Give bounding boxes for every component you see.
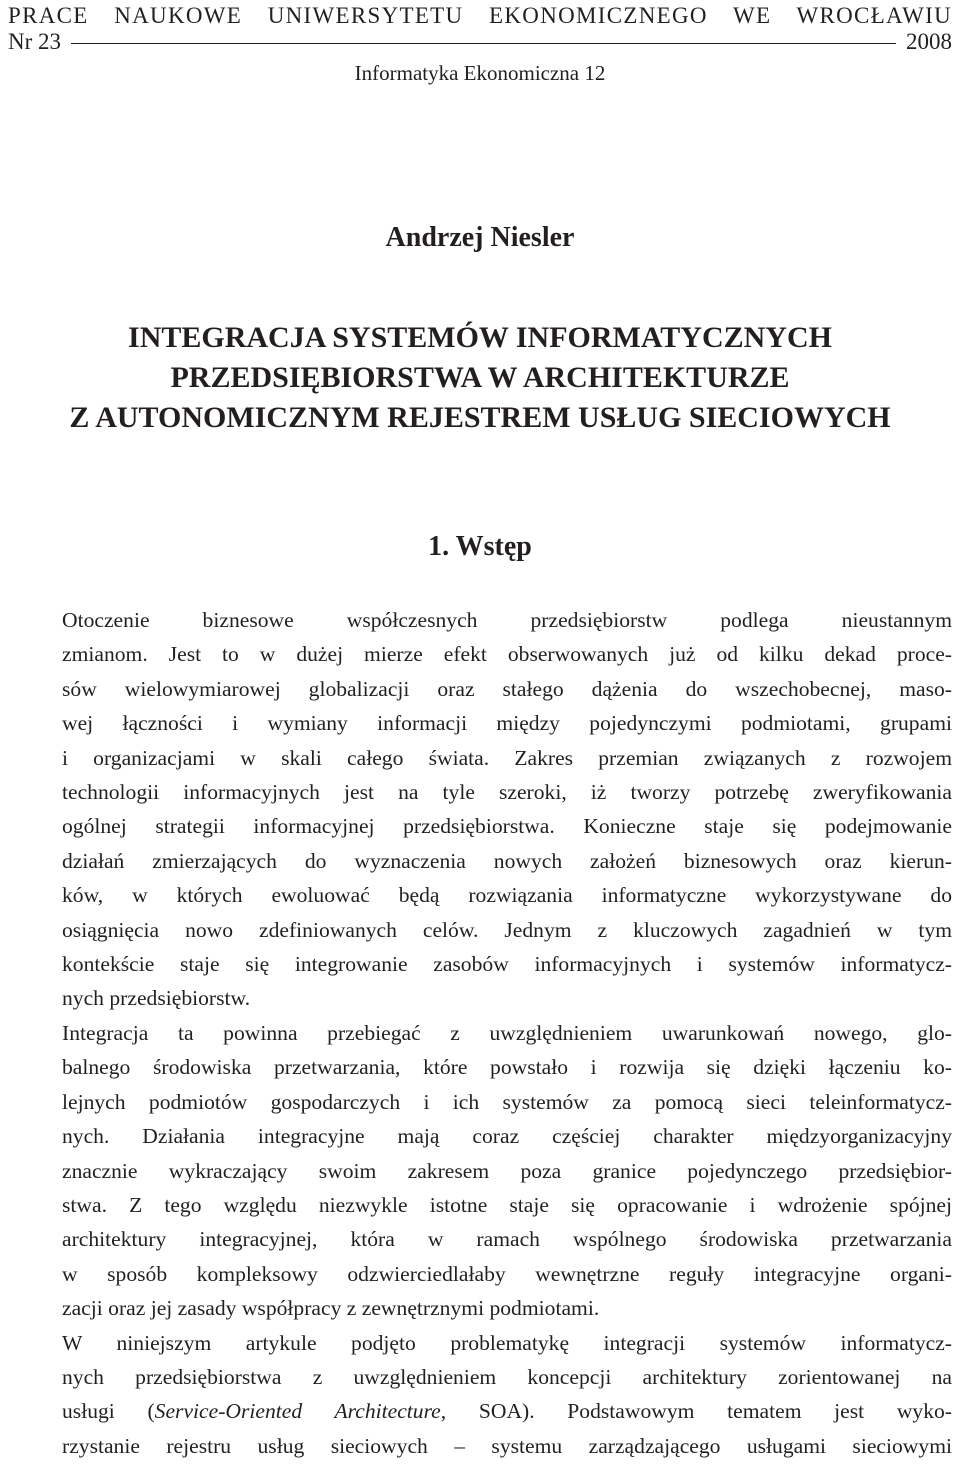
issue-year: 2008 <box>906 29 952 54</box>
text-line: sów wielowymiarowej globalizacji oraz stałego dążenia do wszechobecnej, maso- <box>62 676 952 701</box>
text-line: nych. Działania integracyjne mają coraz częściej charakter międzyorganizacyjny <box>62 1124 952 1149</box>
article-body <box>8 603 952 1463</box>
author-name: Andrzej Niesler <box>385 222 575 253</box>
text-line: W niniejszym artykule podjęto problematykę integracji systemów informatycz- <box>62 1330 952 1355</box>
text-line: architektury integracyjnej, która w ramach wspólnego środowiska przetwarzania <box>62 1227 952 1252</box>
text-line: zmianom. Jest to w dużej mierze efekt obserwowanych już od kilku dekad proce- <box>62 642 952 667</box>
text-span: usługi ( <box>62 1399 155 1424</box>
text-line <box>8 1394 952 1428</box>
italic-term: Service-Oriented Architecture <box>154 1399 441 1424</box>
text-line: zacji oraz jej zasady współpracy z zewnętrznymi podmiotami. <box>62 1296 600 1321</box>
paragraph-3 <box>8 1326 952 1464</box>
text-line: rzystanie rejestru usług sieciowych – systemu zarządzającego usługami sieciowymi <box>62 1433 952 1458</box>
article-title <box>0 318 960 438</box>
issue-number: Nr 23 <box>8 29 62 54</box>
subseries-title: Informatyka Ekonomiczna 12 <box>354 61 606 85</box>
text-span: , SOA). Podstawowym tematem jest wyko- <box>440 1399 952 1424</box>
text-line: technologii informacyjnych jest na tyle szeroki, iż tworzy potrzebę zweryfikowania <box>62 780 952 805</box>
text-line: ogólnej strategii informacyjnej przedsiębiorstwa. Konieczne staje się podejmowanie <box>62 814 952 839</box>
text-line: znacznie wykraczający swoim zakresem poza granice pojedynczego przedsiębior- <box>62 1158 952 1183</box>
section-heading: 1. Wstęp <box>428 531 532 562</box>
text-line: lejnych podmiotów gospodarczych i ich systemów za pomocą sieci teleinformatycz- <box>62 1089 952 1114</box>
text-line: i organizacjami w skali całego świata. Zakres przemian związanych z rozwojem <box>62 745 952 770</box>
text-line: osiągnięcia nowo zdefiniowanych celów. Jednym z kluczowych zagadnień w tym <box>62 917 952 942</box>
page-header <box>8 0 952 86</box>
text-line: ków, w których ewoluować będą rozwiązania informatyczne wykorzystywane do <box>62 883 952 908</box>
text-line: stwa. Z tego względu niezwykle istotne staje się opracowanie i wdrożenie spójnej <box>62 1192 952 1217</box>
title-line: Z AUTONOMICZNYM REJESTREM USŁUG SIECIOWYCH <box>69 401 891 434</box>
text-line: wej łączności i wymiany informacji między pojedynczymi podmiotami, grupami <box>62 711 952 736</box>
title-line: INTEGRACJA SYSTEMÓW INFORMATYCZNYCH <box>128 321 832 354</box>
title-line: PRZEDSIĘBIORSTWA W ARCHITEKTURZE <box>170 361 790 394</box>
series-title: PRACE NAUKOWE UNIWERSYTETU EKONOMICZNEGO WE WROCŁAWIU <box>8 3 952 28</box>
text-line: kontekście staje się integrowanie zasobów informacyjnych i systemów informatycz- <box>62 952 952 977</box>
text-line: balnego środowiska przetwarzania, które powstało i rozwija się dzięki łączeniu ko- <box>62 1055 952 1080</box>
issue-row <box>8 30 952 54</box>
text-line: Otoczenie biznesowe współczesnych przedsiębiorstw podlega nieustannym <box>62 608 952 632</box>
paragraph-2 <box>8 1016 952 1326</box>
text-line: nych przedsiębiorstw. <box>62 986 251 1011</box>
text-line: Integracja ta powinna przebiegać z uwzględnieniem uwarunkowań nowego, glo- <box>62 1020 952 1045</box>
paragraph-1 <box>8 603 952 1016</box>
text-line: w sposób kompleksowy odzwierciedlałaby wewnętrzne reguły integracyjne organi- <box>62 1261 952 1286</box>
header-rule <box>71 43 896 44</box>
text-line: działań zmierzających do wyznaczenia nowych założeń biznesowych oraz kierun- <box>62 848 952 873</box>
text-line: nych przedsiębiorstwa z uwzględnieniem koncepcji architektury zorientowanej na <box>62 1364 952 1389</box>
